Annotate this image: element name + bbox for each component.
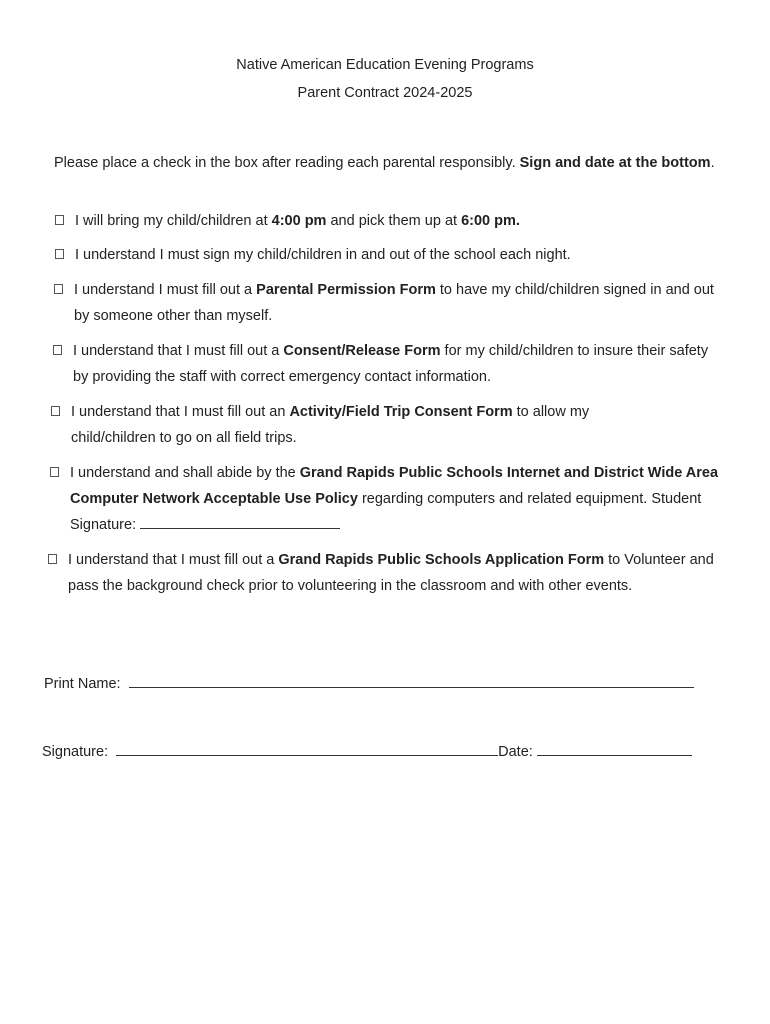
- checklist-item-1: I will bring my child/children at 4:00 pm and pick them up at 6:00 pm.: [55, 208, 735, 234]
- document-title: Native American Education Evening Programs: [236, 57, 534, 73]
- checklist-item-5: I understand that I must fill out an Activity/Field Trip Consent Form to allow my child/children to go on all field trips.: [51, 399, 661, 451]
- checklist-item-7: I understand that I must fill out a Grand Rapids Public Schools Application Form to Volunteer and pass the background check prior to volunteering in the classroom and with other events.: [48, 547, 718, 599]
- print-name-field: [44, 673, 694, 692]
- signature-line[interactable]: [116, 741, 498, 756]
- checklist-item-6: I understand and shall abide by the Grand Rapids Public Schools Internet and District Wide Area Computer Network Acceptable Use Policy regarding computers and related equipment. Student Signature:: [50, 460, 720, 538]
- checkbox[interactable]: [48, 554, 57, 564]
- checkbox[interactable]: [55, 249, 64, 259]
- checkbox[interactable]: [55, 215, 64, 225]
- checkbox[interactable]: [54, 284, 63, 294]
- date-line[interactable]: [537, 741, 692, 756]
- checkbox[interactable]: [50, 467, 59, 477]
- checkbox[interactable]: [51, 406, 60, 416]
- document-subtitle: Parent Contract 2024-2025: [297, 85, 473, 101]
- checklist-item-4: I understand that I must fill out a Consent/Release Form for my child/children to insure their safety by providing the staff with correct emergency contact information.: [53, 338, 713, 390]
- instructions: Please place a check in the box after reading each parental responsibly. Sign and date at the bottom.: [54, 155, 715, 171]
- print-name-line[interactable]: [129, 673, 694, 688]
- date-label: Date:: [498, 744, 533, 760]
- checklist-item-2: I understand I must sign my child/children in and out of the school each night.: [55, 242, 735, 268]
- student-signature-line[interactable]: [140, 514, 340, 529]
- signature-field: [42, 741, 692, 760]
- signature-label: Signature:: [42, 744, 109, 760]
- print-name-label: Print Name:: [44, 676, 121, 692]
- checkbox[interactable]: [53, 345, 62, 355]
- checklist-item-3: I understand I must fill out a Parental Permission Form to have my child/children signed in and out by someone other than myself.: [54, 277, 724, 329]
